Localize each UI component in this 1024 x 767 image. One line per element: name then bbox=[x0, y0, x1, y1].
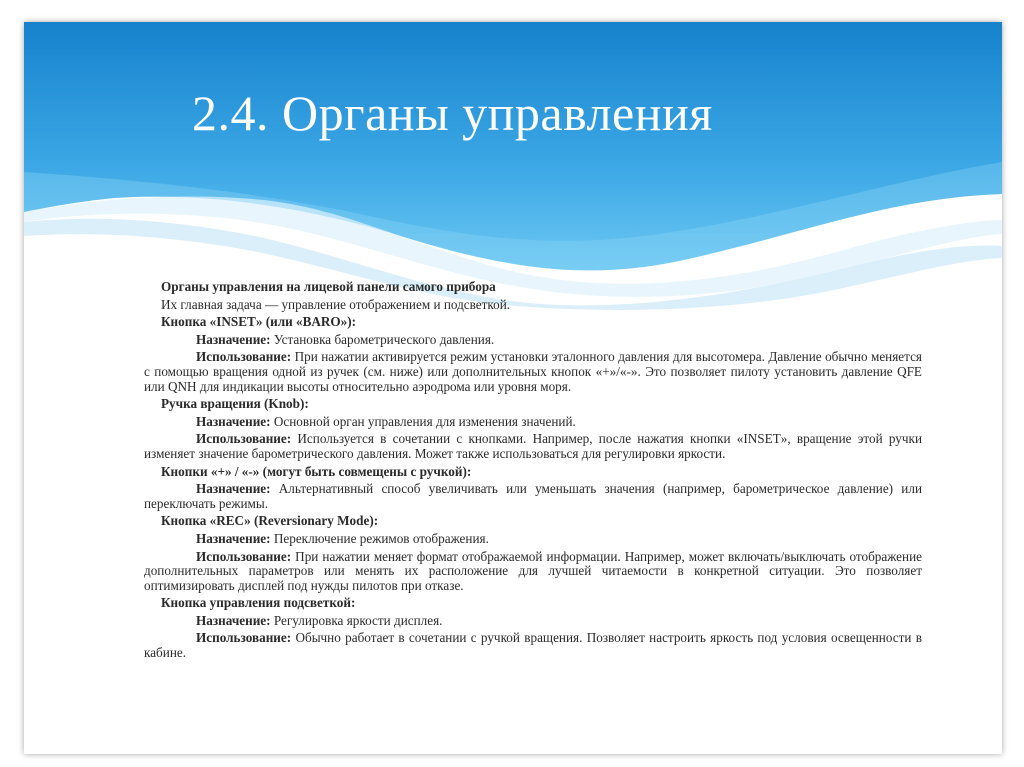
purpose-label: Назначение: bbox=[196, 331, 271, 347]
slide bbox=[24, 22, 1002, 754]
usage-text: При нажатии активируется режим установки эталонного давления для высотомера. Давление обычно меняется с помощью вращения одной из ручек (см. ниже) или дополнительных кнопок «+»/«-». Это позволяет пилоту установить давление QFE или QNH для индикации высоты относительно аэродрома или уровня моря. bbox=[144, 349, 922, 394]
section-title: Кнопки «+» / «-» (могут быть совмещены с ручкой): bbox=[161, 463, 472, 479]
section-title: Кнопка «REC» (Reversionary Mode): bbox=[161, 513, 379, 529]
usage-label: Использование: bbox=[196, 349, 292, 365]
header-wave-background bbox=[24, 22, 1002, 312]
purpose-text: Установка барометрического давления. bbox=[270, 331, 495, 347]
usage-line bbox=[144, 631, 922, 660]
usage-text: Обычно работает в сочетании с ручкой вращения. Позволяет настроить яркость под условия освещенности в кабине. bbox=[144, 630, 922, 661]
purpose-text: Основной орган управления для изменения значений. bbox=[270, 413, 576, 429]
purpose-label: Назначение: bbox=[196, 530, 271, 546]
section-title: Ручка вращения (Knob): bbox=[161, 396, 309, 412]
slide-title: 2.4. Органы управления bbox=[192, 85, 713, 141]
content-body bbox=[144, 280, 922, 661]
purpose-text: Переключение режимов отображения. bbox=[270, 530, 489, 546]
purpose-line bbox=[144, 415, 922, 430]
usage-label: Использование: bbox=[196, 431, 292, 447]
purpose-text: Альтернативный способ увеличивать или уменьшать значения (например, барометрическое давление) или переключать режимы. bbox=[144, 481, 922, 511]
usage-label: Использование: bbox=[196, 548, 292, 564]
usage-line bbox=[144, 550, 922, 594]
purpose-line bbox=[144, 532, 922, 547]
purpose-label: Назначение: bbox=[196, 413, 271, 429]
purpose-line bbox=[144, 614, 922, 629]
purpose-text: Регулировка яркости дисплея. bbox=[270, 612, 443, 628]
usage-text: Используется в сочетании с кнопками. Например, после нажатия кнопки «INSET», вращение этой ручки изменяет значение барометрического давления. Может также использоваться для регулировки яркости. bbox=[144, 431, 922, 461]
section-title: Кнопка «INSET» (или «BARO»): bbox=[161, 314, 357, 330]
purpose-line bbox=[144, 482, 922, 511]
usage-line bbox=[144, 350, 922, 394]
section-title: Кнопка управления подсветкой: bbox=[161, 595, 356, 611]
purpose-label: Назначение: bbox=[196, 481, 271, 497]
intro-text: Их главная задача — управление отображением и подсветкой. bbox=[161, 296, 511, 312]
usage-line bbox=[144, 432, 922, 461]
section-heading: Органы управления на лицевой панели самого прибора bbox=[161, 279, 496, 294]
purpose-label: Назначение: bbox=[196, 612, 271, 628]
purpose-line bbox=[144, 333, 922, 348]
usage-label: Использование: bbox=[196, 630, 292, 646]
usage-text: При нажатии меняет формат отображаемой информации. Например, может включать/выключать отображение дополнительных параметров или менять их расположение для лучшей читаемости в конкретной ситуации. Это позволяет оптимизировать дисплей под нужды пилотов при отказе. bbox=[144, 548, 922, 593]
